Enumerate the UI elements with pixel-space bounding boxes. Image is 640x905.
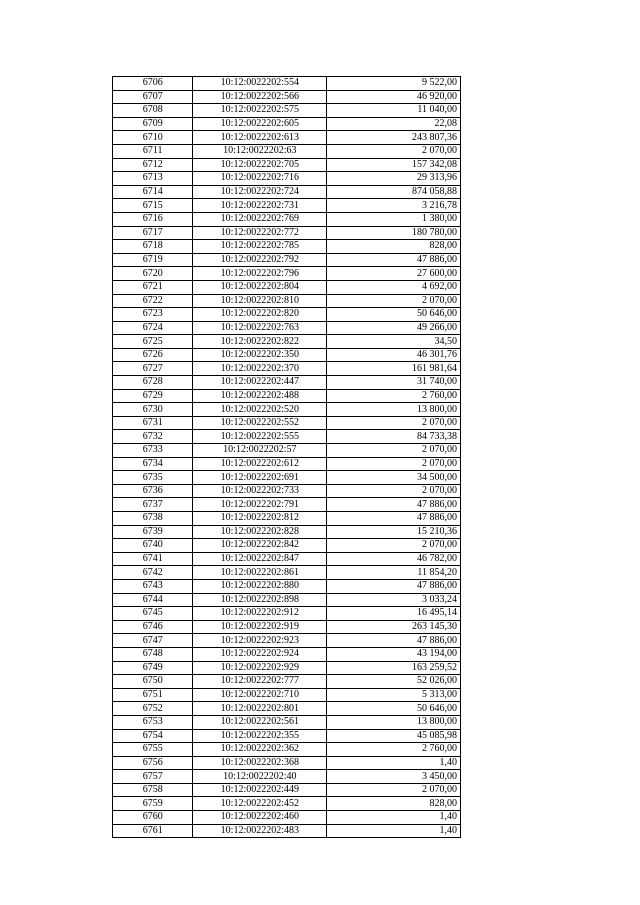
value-cell: 46 920,00: [327, 90, 461, 104]
value-cell: 52 026,00: [327, 675, 461, 689]
row-number-cell: 6708: [113, 104, 193, 118]
row-number-cell: 6717: [113, 226, 193, 240]
cadastral-number-cell: 10:12:0022202:792: [193, 253, 327, 267]
row-number-cell: 6746: [113, 620, 193, 634]
value-cell: 27 600,00: [327, 267, 461, 281]
cadastral-number-cell: 10:12:0022202:880: [193, 579, 327, 593]
cadastral-number-cell: 10:12:0022202:861: [193, 566, 327, 580]
cadastral-number-cell: 10:12:0022202:924: [193, 647, 327, 661]
table-row: [113, 240, 461, 254]
value-cell: 13 800,00: [327, 715, 461, 729]
row-number-cell: 6752: [113, 702, 193, 716]
table-row: [113, 430, 461, 444]
table-row: [113, 185, 461, 199]
value-cell: 157 342,08: [327, 158, 461, 172]
cadastral-value-table: [112, 76, 461, 838]
row-number-cell: 6759: [113, 797, 193, 811]
row-number-cell: 6761: [113, 824, 193, 838]
cadastral-number-cell: 10:12:0022202:777: [193, 675, 327, 689]
row-number-cell: 6756: [113, 756, 193, 770]
cadastral-number-cell: 10:12:0022202:452: [193, 797, 327, 811]
table-row: [113, 131, 461, 145]
row-number-cell: 6716: [113, 212, 193, 226]
value-cell: 4 692,00: [327, 280, 461, 294]
table-row: [113, 824, 461, 838]
table-row: [113, 226, 461, 240]
row-number-cell: 6750: [113, 675, 193, 689]
cadastral-number-cell: 10:12:0022202:612: [193, 457, 327, 471]
table-row: [113, 566, 461, 580]
row-number-cell: 6710: [113, 131, 193, 145]
cadastral-number-cell: 10:12:0022202:40: [193, 770, 327, 784]
table-row: [113, 783, 461, 797]
value-cell: 29 313,96: [327, 172, 461, 186]
table-row: [113, 729, 461, 743]
value-cell: 2 070,00: [327, 294, 461, 308]
table-row: [113, 552, 461, 566]
cadastral-number-cell: 10:12:0022202:769: [193, 212, 327, 226]
row-number-cell: 6736: [113, 484, 193, 498]
table-row: [113, 267, 461, 281]
value-cell: 11 040,00: [327, 104, 461, 118]
table-row: [113, 797, 461, 811]
value-cell: 46 782,00: [327, 552, 461, 566]
value-cell: 16 495,14: [327, 607, 461, 621]
cadastral-number-cell: 10:12:0022202:898: [193, 593, 327, 607]
value-cell: 13 800,00: [327, 403, 461, 417]
value-cell: 3 216,78: [327, 199, 461, 213]
value-cell: 161 981,64: [327, 362, 461, 376]
value-cell: 2 070,00: [327, 444, 461, 458]
value-cell: 45 085,98: [327, 729, 461, 743]
value-cell: 43 194,00: [327, 647, 461, 661]
table-row: [113, 743, 461, 757]
table-row: [113, 512, 461, 526]
cadastral-number-cell: 10:12:0022202:822: [193, 335, 327, 349]
row-number-cell: 6758: [113, 783, 193, 797]
row-number-cell: 6727: [113, 362, 193, 376]
cadastral-number-cell: 10:12:0022202:724: [193, 185, 327, 199]
row-number-cell: 6718: [113, 240, 193, 254]
table-row: [113, 634, 461, 648]
cadastral-number-cell: 10:12:0022202:355: [193, 729, 327, 743]
value-cell: 2 070,00: [327, 416, 461, 430]
value-cell: 1,40: [327, 811, 461, 825]
row-number-cell: 6754: [113, 729, 193, 743]
table-row: [113, 770, 461, 784]
table-row: [113, 688, 461, 702]
value-cell: 34 500,00: [327, 471, 461, 485]
row-number-cell: 6715: [113, 199, 193, 213]
table-row: [113, 756, 461, 770]
row-number-cell: 6738: [113, 512, 193, 526]
table-row: [113, 403, 461, 417]
row-number-cell: 6737: [113, 498, 193, 512]
cadastral-number-cell: 10:12:0022202:912: [193, 607, 327, 621]
value-cell: 50 646,00: [327, 702, 461, 716]
cadastral-number-cell: 10:12:0022202:552: [193, 416, 327, 430]
value-cell: 180 780,00: [327, 226, 461, 240]
table-row: [113, 620, 461, 634]
row-number-cell: 6755: [113, 743, 193, 757]
table-row: [113, 416, 461, 430]
table-row: [113, 280, 461, 294]
row-number-cell: 6731: [113, 416, 193, 430]
row-number-cell: 6753: [113, 715, 193, 729]
cadastral-number-cell: 10:12:0022202:763: [193, 321, 327, 335]
cadastral-number-cell: 10:12:0022202:460: [193, 811, 327, 825]
table-row: [113, 607, 461, 621]
table-row: [113, 661, 461, 675]
row-number-cell: 6706: [113, 77, 193, 91]
cadastral-number-cell: 10:12:0022202:63: [193, 144, 327, 158]
value-cell: 2 760,00: [327, 389, 461, 403]
cadastral-number-cell: 10:12:0022202:804: [193, 280, 327, 294]
row-number-cell: 6728: [113, 376, 193, 390]
table-row: [113, 457, 461, 471]
cadastral-number-cell: 10:12:0022202:691: [193, 471, 327, 485]
cadastral-number-cell: 10:12:0022202:772: [193, 226, 327, 240]
value-cell: 47 886,00: [327, 634, 461, 648]
value-cell: 2 070,00: [327, 457, 461, 471]
table-row: [113, 308, 461, 322]
row-number-cell: 6730: [113, 403, 193, 417]
value-cell: 874 058,88: [327, 185, 461, 199]
row-number-cell: 6725: [113, 335, 193, 349]
cadastral-number-cell: 10:12:0022202:801: [193, 702, 327, 716]
cadastral-number-cell: 10:12:0022202:561: [193, 715, 327, 729]
cadastral-number-cell: 10:12:0022202:613: [193, 131, 327, 145]
cadastral-number-cell: 10:12:0022202:566: [193, 90, 327, 104]
row-number-cell: 6724: [113, 321, 193, 335]
row-number-cell: 6732: [113, 430, 193, 444]
table-row: [113, 212, 461, 226]
row-number-cell: 6723: [113, 308, 193, 322]
value-cell: 49 266,00: [327, 321, 461, 335]
value-cell: 47 886,00: [327, 498, 461, 512]
value-cell: 22,08: [327, 117, 461, 131]
cadastral-number-cell: 10:12:0022202:919: [193, 620, 327, 634]
cadastral-number-cell: 10:12:0022202:575: [193, 104, 327, 118]
row-number-cell: 6751: [113, 688, 193, 702]
row-number-cell: 6709: [113, 117, 193, 131]
cadastral-number-cell: 10:12:0022202:796: [193, 267, 327, 281]
table-row: [113, 158, 461, 172]
value-cell: 47 886,00: [327, 253, 461, 267]
table-row: [113, 715, 461, 729]
cadastral-number-cell: 10:12:0022202:368: [193, 756, 327, 770]
value-cell: 2 070,00: [327, 484, 461, 498]
table-row: [113, 335, 461, 349]
table-row: [113, 647, 461, 661]
cadastral-number-cell: 10:12:0022202:923: [193, 634, 327, 648]
table-row: [113, 484, 461, 498]
value-cell: 5 313,00: [327, 688, 461, 702]
cadastral-number-cell: 10:12:0022202:828: [193, 525, 327, 539]
cadastral-number-cell: 10:12:0022202:847: [193, 552, 327, 566]
row-number-cell: 6734: [113, 457, 193, 471]
table-row: [113, 199, 461, 213]
table-row: [113, 498, 461, 512]
cadastral-number-cell: 10:12:0022202:812: [193, 512, 327, 526]
value-cell: 9 522,00: [327, 77, 461, 91]
table-row: [113, 593, 461, 607]
value-cell: 2 070,00: [327, 539, 461, 553]
table-row: [113, 362, 461, 376]
cadastral-number-cell: 10:12:0022202:449: [193, 783, 327, 797]
row-number-cell: 6719: [113, 253, 193, 267]
row-number-cell: 6742: [113, 566, 193, 580]
cadastral-number-cell: 10:12:0022202:929: [193, 661, 327, 675]
value-cell: 2 070,00: [327, 144, 461, 158]
row-number-cell: 6707: [113, 90, 193, 104]
row-number-cell: 6739: [113, 525, 193, 539]
table-row: [113, 811, 461, 825]
cadastral-number-cell: 10:12:0022202:710: [193, 688, 327, 702]
cadastral-number-cell: 10:12:0022202:350: [193, 348, 327, 362]
value-cell: 2 070,00: [327, 783, 461, 797]
table-row: [113, 90, 461, 104]
row-number-cell: 6740: [113, 539, 193, 553]
value-cell: 84 733,38: [327, 430, 461, 444]
cadastral-number-cell: 10:12:0022202:362: [193, 743, 327, 757]
table-row: [113, 444, 461, 458]
table-row: [113, 294, 461, 308]
cadastral-number-cell: 10:12:0022202:447: [193, 376, 327, 390]
table-row: [113, 117, 461, 131]
value-cell: 3 033,24: [327, 593, 461, 607]
value-cell: 828,00: [327, 240, 461, 254]
row-number-cell: 6743: [113, 579, 193, 593]
row-number-cell: 6712: [113, 158, 193, 172]
cadastral-number-cell: 10:12:0022202:57: [193, 444, 327, 458]
row-number-cell: 6721: [113, 280, 193, 294]
table-row: [113, 471, 461, 485]
cadastral-number-cell: 10:12:0022202:820: [193, 308, 327, 322]
cadastral-number-cell: 10:12:0022202:483: [193, 824, 327, 838]
cadastral-number-cell: 10:12:0022202:842: [193, 539, 327, 553]
row-number-cell: 6748: [113, 647, 193, 661]
value-cell: 1,40: [327, 824, 461, 838]
cadastral-number-cell: 10:12:0022202:370: [193, 362, 327, 376]
table-row: [113, 389, 461, 403]
value-cell: 15 210,36: [327, 525, 461, 539]
table-row: [113, 539, 461, 553]
row-number-cell: 6733: [113, 444, 193, 458]
cadastral-number-cell: 10:12:0022202:716: [193, 172, 327, 186]
value-cell: 47 886,00: [327, 512, 461, 526]
cadastral-number-cell: 10:12:0022202:731: [193, 199, 327, 213]
table-row: [113, 77, 461, 91]
cadastral-number-cell: 10:12:0022202:810: [193, 294, 327, 308]
value-cell: 3 450,00: [327, 770, 461, 784]
value-cell: 11 854,20: [327, 566, 461, 580]
row-number-cell: 6745: [113, 607, 193, 621]
value-cell: 1,40: [327, 756, 461, 770]
table-row: [113, 376, 461, 390]
table-row: [113, 348, 461, 362]
row-number-cell: 6744: [113, 593, 193, 607]
row-number-cell: 6760: [113, 811, 193, 825]
table-row: [113, 172, 461, 186]
table-row: [113, 702, 461, 716]
row-number-cell: 6726: [113, 348, 193, 362]
value-cell: 47 886,00: [327, 579, 461, 593]
value-cell: 31 740,00: [327, 376, 461, 390]
cadastral-number-cell: 10:12:0022202:488: [193, 389, 327, 403]
table-body: [113, 77, 461, 838]
row-number-cell: 6714: [113, 185, 193, 199]
row-number-cell: 6747: [113, 634, 193, 648]
table-row: [113, 253, 461, 267]
value-cell: 34,50: [327, 335, 461, 349]
value-cell: 828,00: [327, 797, 461, 811]
cadastral-number-cell: 10:12:0022202:520: [193, 403, 327, 417]
value-cell: 263 145,30: [327, 620, 461, 634]
cadastral-number-cell: 10:12:0022202:791: [193, 498, 327, 512]
value-cell: 50 646,00: [327, 308, 461, 322]
table-row: [113, 144, 461, 158]
table-row: [113, 321, 461, 335]
value-cell: 243 807,36: [327, 131, 461, 145]
cadastral-number-cell: 10:12:0022202:555: [193, 430, 327, 444]
row-number-cell: 6757: [113, 770, 193, 784]
row-number-cell: 6741: [113, 552, 193, 566]
row-number-cell: 6713: [113, 172, 193, 186]
row-number-cell: 6749: [113, 661, 193, 675]
value-cell: 2 760,00: [327, 743, 461, 757]
table-row: [113, 104, 461, 118]
value-cell: 1 380,00: [327, 212, 461, 226]
cadastral-number-cell: 10:12:0022202:554: [193, 77, 327, 91]
table-row: [113, 675, 461, 689]
value-cell: 163 259,52: [327, 661, 461, 675]
cadastral-number-cell: 10:12:0022202:705: [193, 158, 327, 172]
cadastral-number-cell: 10:12:0022202:605: [193, 117, 327, 131]
row-number-cell: 6735: [113, 471, 193, 485]
row-number-cell: 6720: [113, 267, 193, 281]
row-number-cell: 6729: [113, 389, 193, 403]
row-number-cell: 6722: [113, 294, 193, 308]
table-row: [113, 525, 461, 539]
cadastral-number-cell: 10:12:0022202:785: [193, 240, 327, 254]
cadastral-number-cell: 10:12:0022202:733: [193, 484, 327, 498]
row-number-cell: 6711: [113, 144, 193, 158]
table-row: [113, 579, 461, 593]
value-cell: 46 301,76: [327, 348, 461, 362]
